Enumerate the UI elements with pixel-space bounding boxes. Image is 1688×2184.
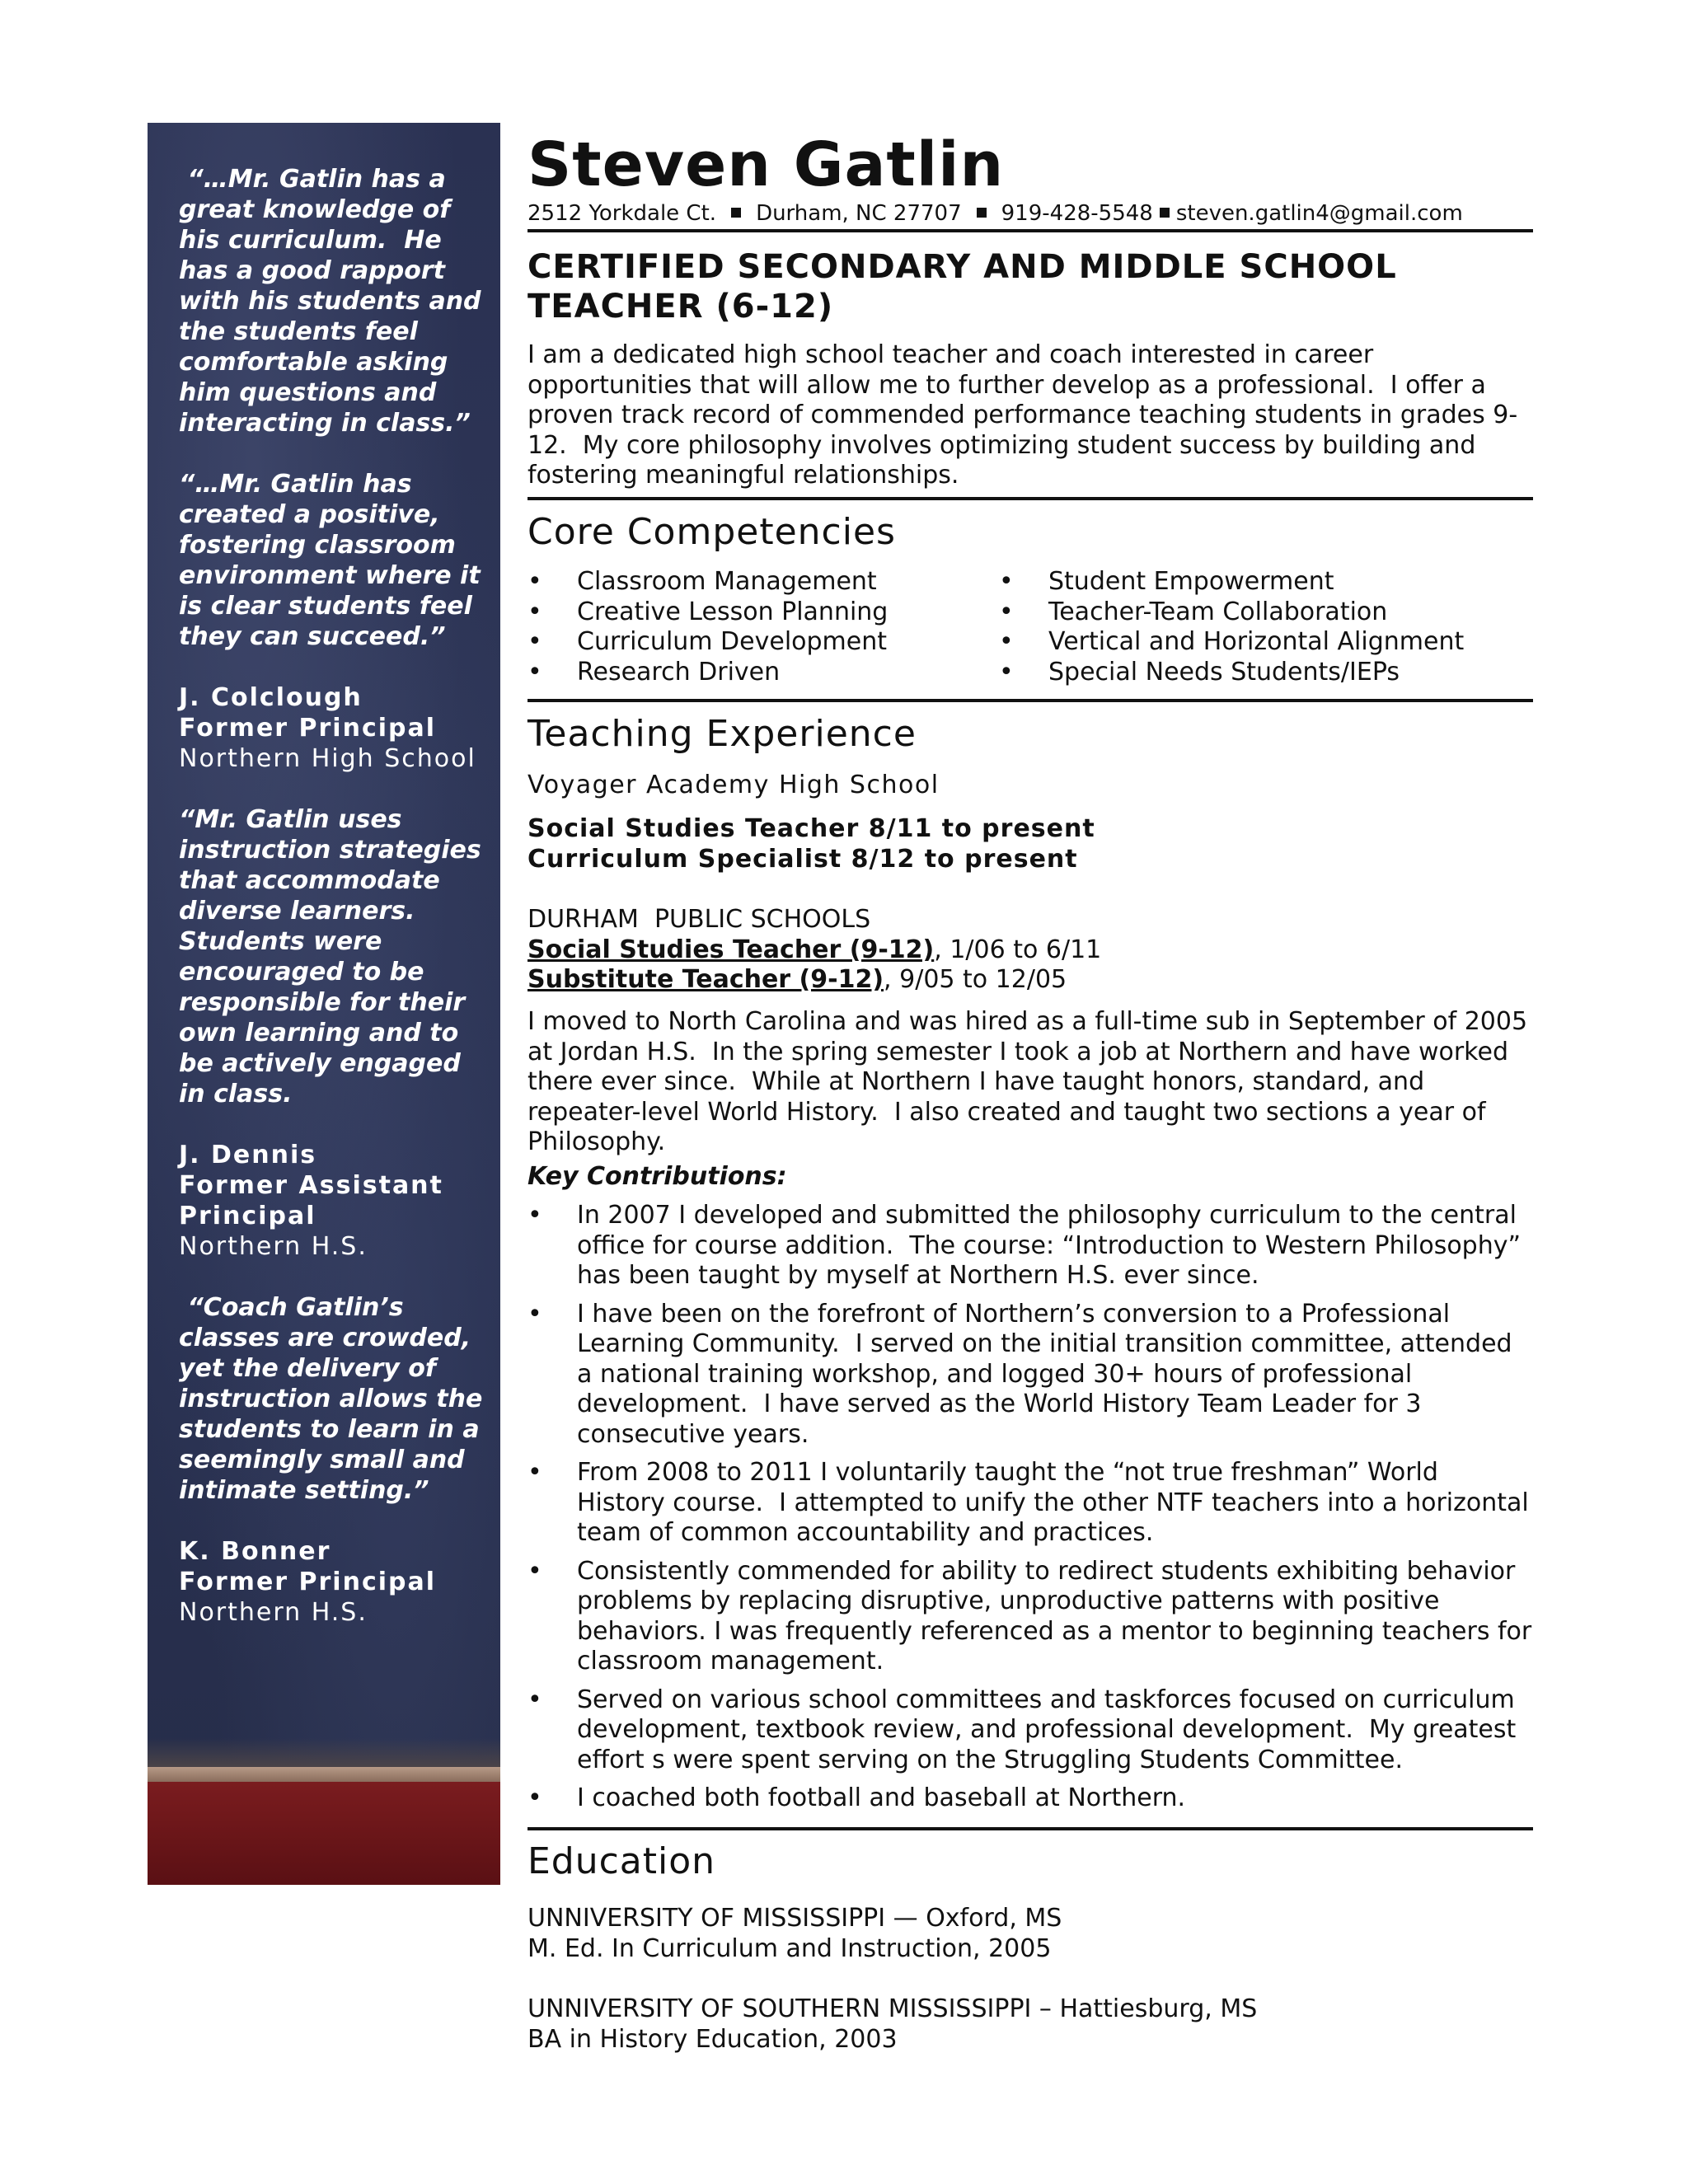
list-item: • Research Driven bbox=[528, 658, 888, 688]
job-entry bbox=[528, 935, 1101, 966]
job-entry bbox=[528, 965, 1067, 996]
list-item: • I have been on the forefront of Northern’s conversion to a Professional Learning Community. I served on the initial transition committee, attended a national training workshop, and logged 30+ hours of professional development. I have served as the World History Team Leader for 3 consecutive years. bbox=[528, 1300, 1533, 1451]
contributions-list bbox=[528, 1201, 1533, 1822]
testimonial-author-name: J. Dennis bbox=[179, 1141, 317, 1169]
testimonial-quote: “…Mr. Gatlin has a great knowledge of his curriculum. He has a good rapport with his students and the students feel comfortable asking him questions and interacting in class.” bbox=[179, 165, 481, 438]
testimonial-author-name: J. Colclough bbox=[179, 683, 363, 712]
contact-city: Durham, NC 27707 bbox=[756, 201, 962, 226]
section-title-education: Education bbox=[528, 1840, 716, 1882]
summary-paragraph: I am a dedicated high school teacher and coach interested in career opportunities that will allow me to further develop as a professional. I offer a proven track record of commended performance teaching students in grades 9-12. My core philosophy involves optimizing student success by building and fostering meaningful relationships. bbox=[528, 340, 1518, 490]
list-item: • Special Needs Students/IEPs bbox=[999, 658, 1464, 688]
education-school: UNNIVERSITY OF MISSISSIPPI — Oxford, MS bbox=[528, 1904, 1062, 1933]
list-item: • Curriculum Development bbox=[528, 627, 888, 658]
list-item: • Consistently commended for ability to redirect students exhibiting behavior problems by replacing disruptive, unproductive patterns with positive behaviors. I was frequently referenced as a mentor to beginning teachers for classroom management. bbox=[528, 1557, 1533, 1677]
testimonial-author-school: Northern H.S. bbox=[179, 1232, 368, 1261]
testimonial-author-school: Northern H.S. bbox=[179, 1598, 368, 1627]
job-title: Substitute Teacher (9-12) bbox=[528, 965, 884, 994]
school-name: Voyager Academy High School bbox=[528, 771, 940, 799]
job-role: Curriculum Specialist 8/12 to present bbox=[528, 845, 1078, 874]
testimonial-author-title: Former Principal bbox=[179, 714, 437, 743]
section-title-experience: Teaching Experience bbox=[528, 713, 917, 755]
list-item: • Served on various school committees and taskforces focused on curriculum development, textbook review, and professional development. My greatest effort s were spent serving on the Struggling Students Committee. bbox=[528, 1685, 1533, 1776]
competencies-column-right bbox=[999, 567, 1464, 687]
education-school: UNNIVERSITY OF SOUTHERN MISSISSIPPI – Hattiesburg, MS bbox=[528, 1994, 1258, 2023]
square-bullet-icon bbox=[1160, 208, 1170, 218]
testimonial-author-name: K. Bonner bbox=[179, 1537, 331, 1566]
list-item: • Classroom Management bbox=[528, 567, 888, 598]
resume-name: Steven Gatlin bbox=[528, 129, 1005, 200]
job-dates: , 1/06 to 6/11 bbox=[934, 935, 1102, 964]
testimonial-author-title: Former Principal bbox=[179, 1568, 437, 1596]
education-degree: BA in History Education, 2003 bbox=[528, 2025, 898, 2054]
testimonial-author-school: Northern High School bbox=[179, 744, 476, 773]
job-role: Social Studies Teacher 8/11 to present bbox=[528, 814, 1095, 843]
testimonial-author-title: Former Assistant Principal bbox=[179, 1171, 443, 1230]
square-bullet-icon bbox=[731, 208, 741, 218]
list-item: • Creative Lesson Planning bbox=[528, 598, 888, 628]
section-title-competencies: Core Competencies bbox=[528, 511, 896, 553]
chalkboard-ledge bbox=[148, 1767, 500, 1782]
education-degree: M. Ed. In Curriculum and Instruction, 2005 bbox=[528, 1934, 1052, 1963]
divider bbox=[528, 1827, 1533, 1830]
testimonial-quote: “Mr. Gatlin uses instruction strategies that accommodate diverse learners. Students were encouraged to be responsible for their own learning and to be actively engaged in class. bbox=[179, 805, 481, 1108]
list-item: • Vertical and Horizontal Alignment bbox=[999, 627, 1464, 658]
testimonial-quote: “…Mr. Gatlin has created a positive, fostering classroom environment where it is clear students feel they can succeed.” bbox=[179, 470, 481, 651]
contact-phone[interactable]: 919-428-5548 bbox=[1001, 201, 1153, 226]
experience-description: I moved to North Carolina and was hired as a full-time sub in September of 2005 at Jordan H.S. In the spring semester I took a job at Northern and have worked there ever since. While at Northern I have taught honors, standard, and repeater-level World History. I also created and taught two sections a year of Philosophy. bbox=[528, 1007, 1528, 1156]
contact-address: 2512 Yorkdale Ct. bbox=[528, 201, 717, 226]
chalkboard-frame bbox=[148, 1782, 500, 1885]
competencies-column-left bbox=[528, 567, 888, 687]
job-title: Social Studies Teacher (9-12) bbox=[528, 935, 935, 964]
chalkboard-ledge-shadow bbox=[148, 1738, 500, 1767]
divider bbox=[528, 497, 1533, 500]
testimonial-sidebar bbox=[148, 123, 500, 1885]
contact-email[interactable]: steven.gatlin4@gmail.com bbox=[1175, 201, 1463, 226]
contributions-heading: Key Contributions: bbox=[528, 1162, 787, 1191]
list-item: • In 2007 I developed and submitted the philosophy curriculum to the central office for course addition. The course: “Introduction to Western Philosophy” has been taught by myself at Northern H.S. ever since. bbox=[528, 1201, 1533, 1291]
resume-headline: CERTIFIED SECONDARY AND MIDDLE SCHOOL TEACHER (6-12) bbox=[528, 248, 1397, 326]
list-item: • I coached both football and baseball at Northern. bbox=[528, 1783, 1533, 1814]
divider bbox=[528, 229, 1533, 232]
testimonial-quote: “Coach Gatlin’s classes are crowded, yet the delivery of instruction allows the students to learn in a seemingly small and intimate setting.” bbox=[179, 1293, 483, 1505]
testimonials bbox=[179, 164, 484, 1628]
list-item: • From 2008 to 2011 I voluntarily taught the “not true freshman” World History course. I attempted to unify the other NTF teachers into a horizontal team of common accountability and practices. bbox=[528, 1458, 1533, 1549]
job-dates: , 9/05 to 12/05 bbox=[884, 965, 1067, 994]
square-bullet-icon bbox=[977, 208, 987, 218]
list-item: • Teacher-Team Collaboration bbox=[999, 598, 1464, 628]
school-name: DURHAM PUBLIC SCHOOLS bbox=[528, 905, 871, 934]
list-item: • Student Empowerment bbox=[999, 567, 1464, 598]
contact-line bbox=[528, 199, 1463, 227]
divider bbox=[528, 699, 1533, 702]
